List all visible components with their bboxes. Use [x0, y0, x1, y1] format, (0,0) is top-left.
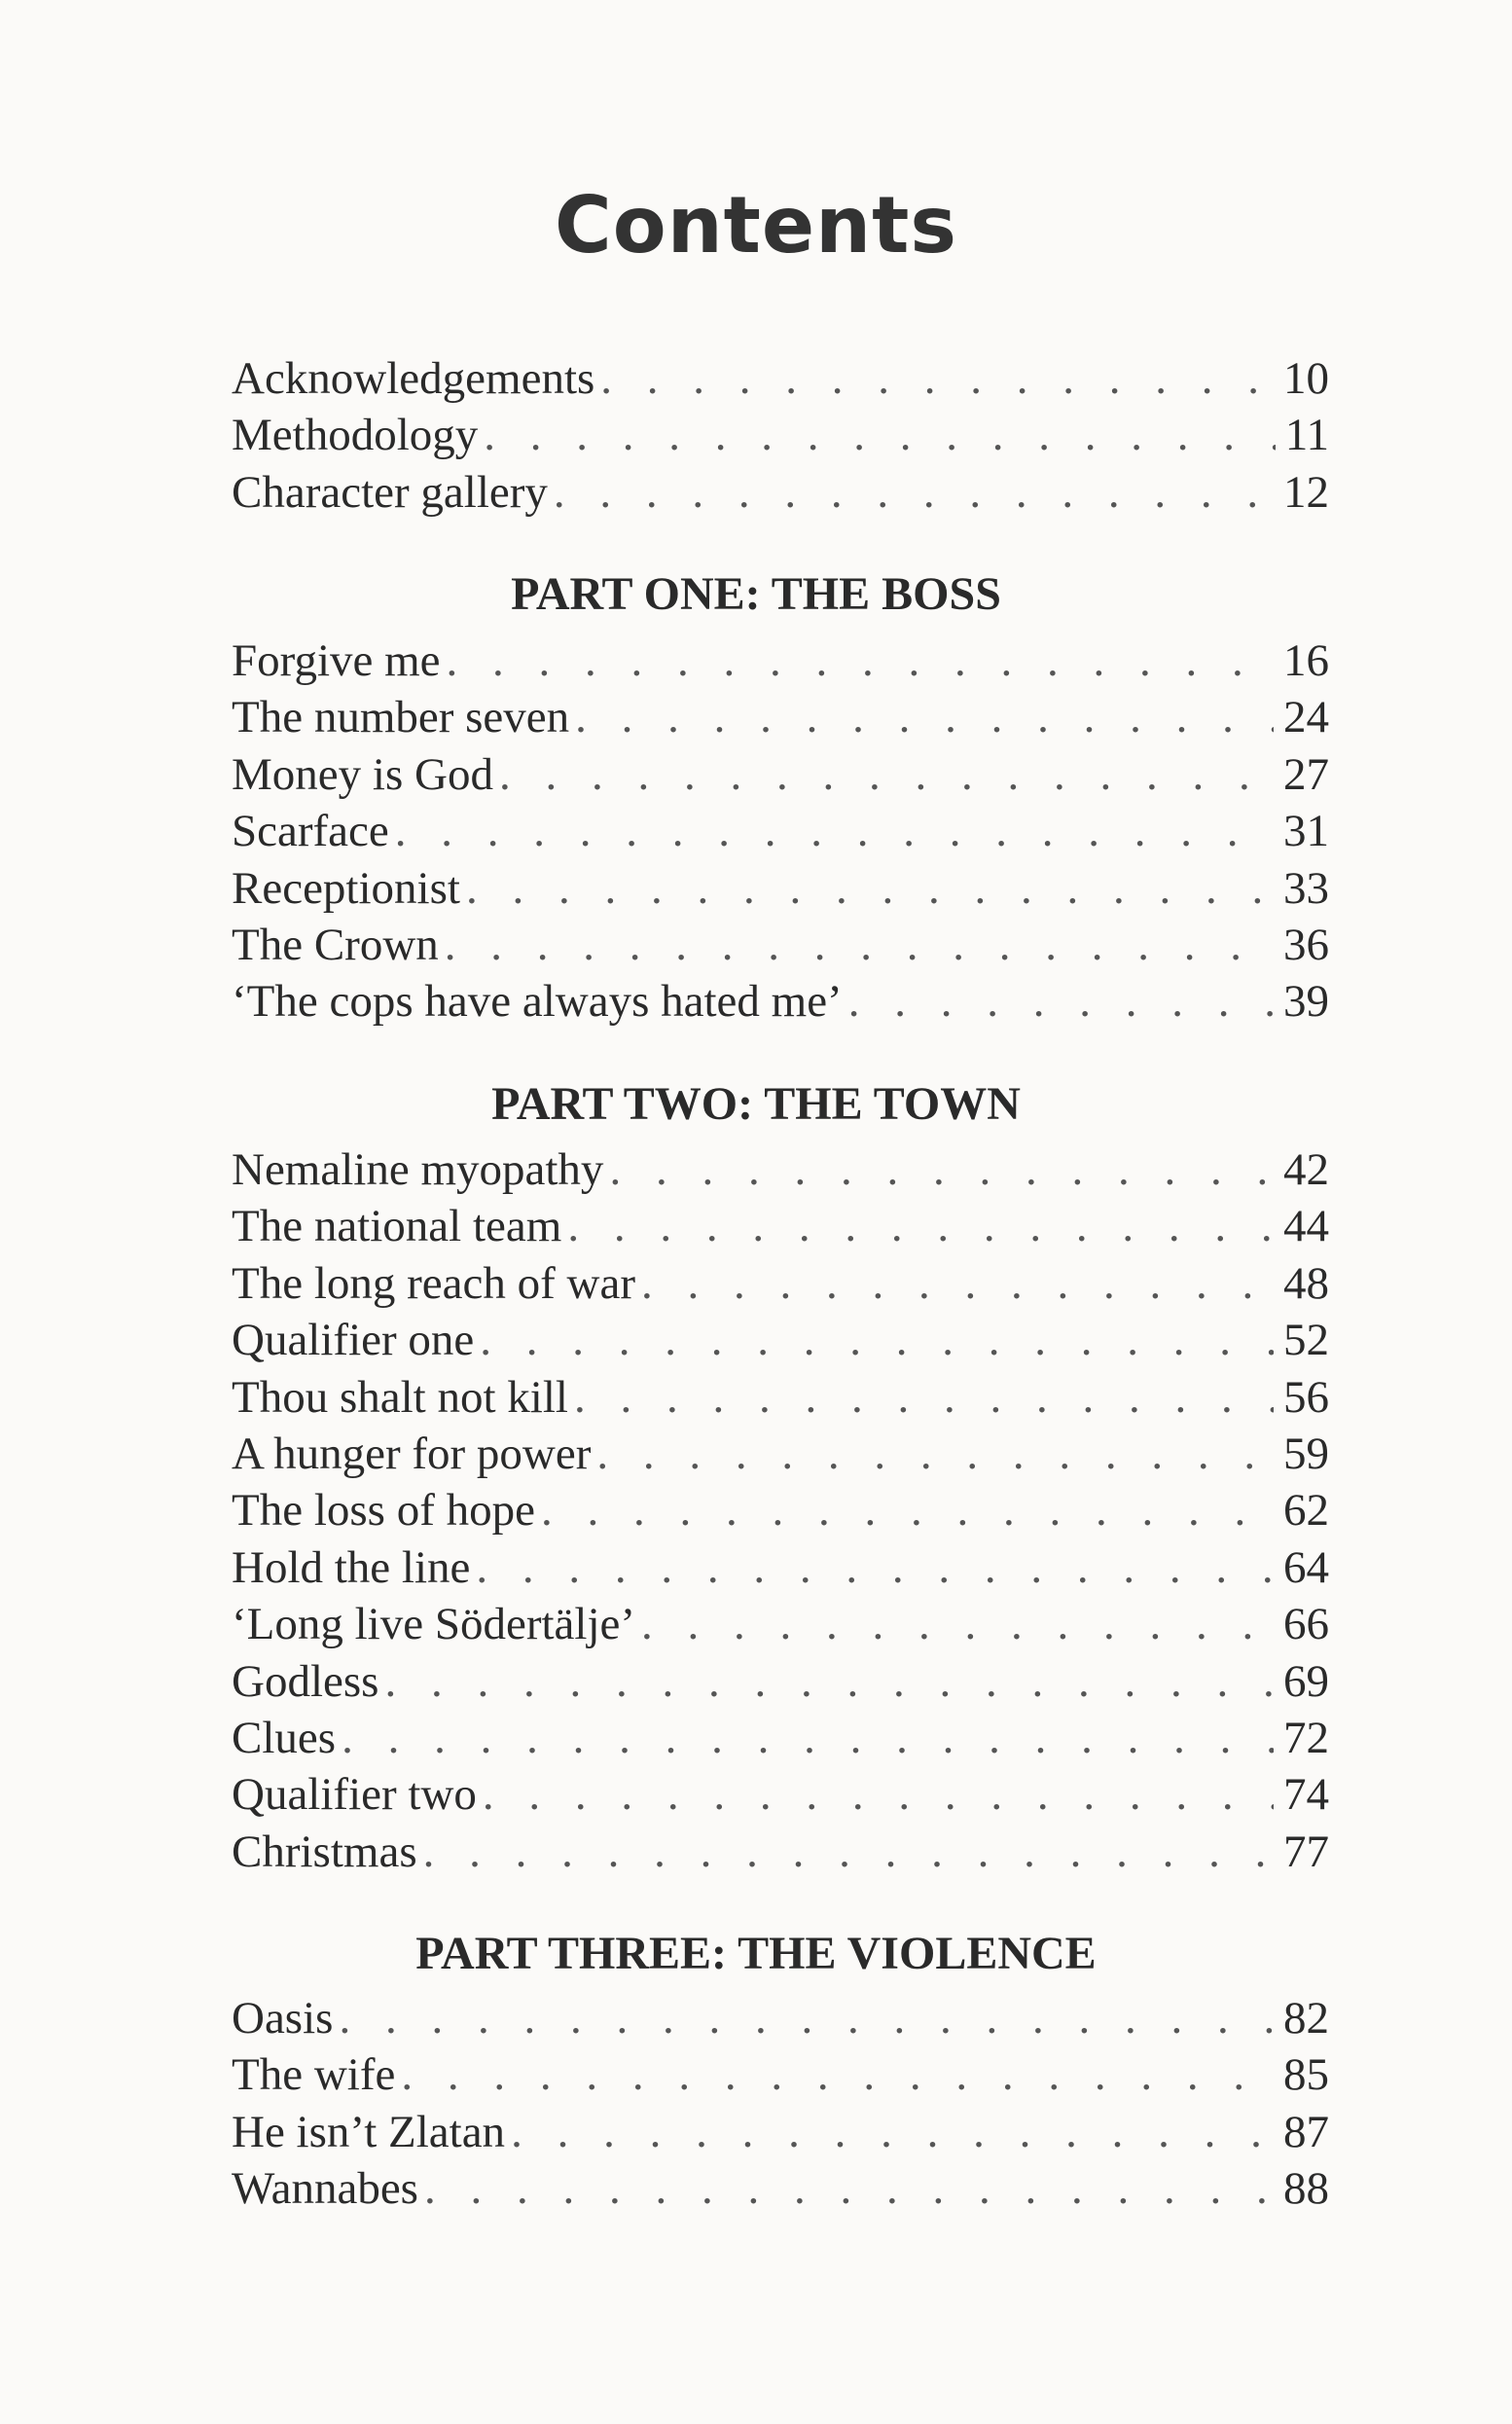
toc-entry[interactable] — [232, 860, 1329, 917]
entry-page: 59 — [1283, 1428, 1329, 1479]
entry-page: 72 — [1283, 1712, 1329, 1763]
dot-leader — [554, 464, 1274, 521]
entry-page: 12 — [1283, 466, 1329, 518]
toc-entry[interactable] — [232, 1255, 1329, 1312]
entry-page: 77 — [1283, 1826, 1329, 1877]
toc-entry[interactable] — [232, 1198, 1329, 1254]
entry-page: 69 — [1283, 1655, 1329, 1707]
toc-entry[interactable] — [232, 917, 1329, 973]
entry-page: 62 — [1283, 1485, 1329, 1537]
dot-leader — [641, 1255, 1274, 1312]
part-name: THE BOSS — [771, 568, 1001, 620]
toc-entry[interactable] — [232, 746, 1329, 803]
toc-entry[interactable] — [232, 350, 1329, 407]
toc-entry[interactable] — [232, 973, 1329, 1030]
dot-leader — [848, 973, 1274, 1030]
toc-entry[interactable] — [232, 1312, 1329, 1368]
dot-leader — [600, 350, 1274, 407]
part-label: PART ONE: — [511, 568, 761, 620]
dot-leader — [424, 2160, 1274, 2217]
toc-entry[interactable] — [232, 2160, 1329, 2217]
part-three-list — [232, 1990, 1329, 2218]
entry-page: 31 — [1283, 806, 1329, 857]
entry-page: 48 — [1283, 1257, 1329, 1309]
entry-title: Wannabes — [232, 2163, 418, 2215]
dot-leader — [339, 1990, 1274, 2046]
entry-page: 64 — [1283, 1541, 1329, 1593]
part-label: PART THREE: — [415, 1928, 727, 1979]
part-two-list — [232, 1141, 1329, 1880]
entry-page: 88 — [1283, 2163, 1329, 2215]
entry-page: 24 — [1283, 692, 1329, 743]
front-matter-list — [232, 350, 1329, 521]
entry-title: The wife — [232, 2049, 396, 2101]
entry-title: The national team — [232, 1201, 562, 1252]
entry-title: Receptionist — [232, 862, 460, 914]
entry-title: Scarface — [232, 806, 389, 857]
toc-entry[interactable] — [232, 2046, 1329, 2103]
toc-entry[interactable] — [232, 2104, 1329, 2160]
toc-entry[interactable] — [232, 1141, 1329, 1198]
toc-entry[interactable] — [232, 1596, 1329, 1652]
dot-leader — [480, 1312, 1274, 1368]
entry-title: The Crown — [232, 919, 439, 970]
toc-entry[interactable] — [232, 464, 1329, 521]
toc-entry[interactable] — [232, 689, 1329, 745]
entry-title: Christmas — [232, 1826, 417, 1877]
dot-leader — [641, 1596, 1274, 1652]
dot-leader — [499, 746, 1274, 803]
entry-page: 33 — [1283, 862, 1329, 914]
entry-title: Money is God — [232, 748, 493, 800]
part-heading — [0, 567, 1512, 621]
dot-leader — [395, 803, 1274, 859]
dot-leader — [484, 407, 1275, 463]
entry-page: 10 — [1283, 353, 1329, 404]
entry-title: A hunger for power — [232, 1428, 592, 1479]
entry-title: Forgive me — [232, 635, 441, 686]
entry-page: 56 — [1283, 1371, 1329, 1423]
entry-title: Acknowledgements — [232, 353, 595, 404]
entry-title: Qualifier two — [232, 1769, 477, 1821]
dot-leader — [447, 633, 1274, 689]
entry-title: Godless — [232, 1655, 379, 1707]
entry-page: 39 — [1283, 976, 1329, 1028]
dot-leader — [423, 1824, 1274, 1880]
entry-title: He isn’t Zlatan — [232, 2106, 506, 2157]
toc-entry[interactable] — [232, 1990, 1329, 2046]
toc-entry[interactable] — [232, 1710, 1329, 1766]
part-heading — [0, 1077, 1512, 1131]
part-name: THE TOWN — [764, 1078, 1021, 1130]
toc-entry[interactable] — [232, 1426, 1329, 1482]
dot-leader — [466, 860, 1274, 917]
dot-leader — [596, 1426, 1274, 1482]
entry-title: Qualifier one — [232, 1315, 475, 1366]
entry-title: The number seven — [232, 692, 570, 743]
entry-title: Nemaline myopathy — [232, 1144, 604, 1195]
entry-page: 36 — [1283, 919, 1329, 970]
dot-leader — [541, 1482, 1274, 1538]
toc-entry[interactable] — [232, 1653, 1329, 1710]
dot-leader — [476, 1539, 1274, 1596]
part-one-list — [232, 633, 1329, 1031]
entry-title: Oasis — [232, 1993, 334, 2044]
page-title: Contents — [555, 180, 957, 271]
part-label: PART TWO: — [491, 1078, 754, 1130]
entry-page: 66 — [1283, 1599, 1329, 1650]
entry-title: The long reach of war — [232, 1257, 635, 1309]
dot-leader — [574, 1369, 1274, 1426]
entry-page: 44 — [1283, 1201, 1329, 1252]
entry-title: Thou shalt not kill — [232, 1371, 568, 1423]
entry-title: The loss of hope — [232, 1485, 535, 1537]
entry-page: 82 — [1283, 1993, 1329, 2044]
dot-leader — [401, 2046, 1274, 2103]
entry-page: 74 — [1283, 1769, 1329, 1821]
toc-entry[interactable] — [232, 803, 1329, 859]
entry-title: ‘The cops have always hated me’ — [232, 976, 843, 1028]
part-name: THE VIOLENCE — [738, 1928, 1097, 1979]
entry-page: 27 — [1283, 748, 1329, 800]
entry-title: ‘Long live Södertälje’ — [232, 1599, 636, 1650]
entry-page: 85 — [1283, 2049, 1329, 2101]
dot-leader — [567, 1198, 1274, 1254]
dot-leader — [575, 689, 1274, 745]
dot-leader — [445, 917, 1274, 973]
part-heading — [0, 1927, 1512, 1980]
entry-page: 42 — [1283, 1144, 1329, 1195]
dot-leader — [342, 1710, 1274, 1766]
entry-title: Methodology — [232, 410, 479, 461]
toc-entry[interactable] — [232, 1482, 1329, 1538]
toc-entry[interactable] — [232, 633, 1329, 689]
toc-entry[interactable] — [232, 1766, 1329, 1823]
toc-entry[interactable] — [232, 1369, 1329, 1426]
entry-page: 87 — [1283, 2106, 1329, 2157]
entry-title: Clues — [232, 1712, 337, 1763]
dot-leader — [384, 1653, 1274, 1710]
entry-title: Character gallery — [232, 466, 548, 518]
entry-page: 16 — [1283, 635, 1329, 686]
toc-entry[interactable] — [232, 1824, 1329, 1880]
toc-entry[interactable] — [232, 1539, 1329, 1596]
entry-page: 52 — [1283, 1315, 1329, 1366]
dot-leader — [609, 1141, 1274, 1198]
toc-entry[interactable] — [232, 407, 1329, 463]
dot-leader — [483, 1766, 1274, 1823]
entry-title: Hold the line — [232, 1541, 471, 1593]
entry-page: 11 — [1284, 410, 1329, 461]
dot-leader — [511, 2104, 1274, 2160]
